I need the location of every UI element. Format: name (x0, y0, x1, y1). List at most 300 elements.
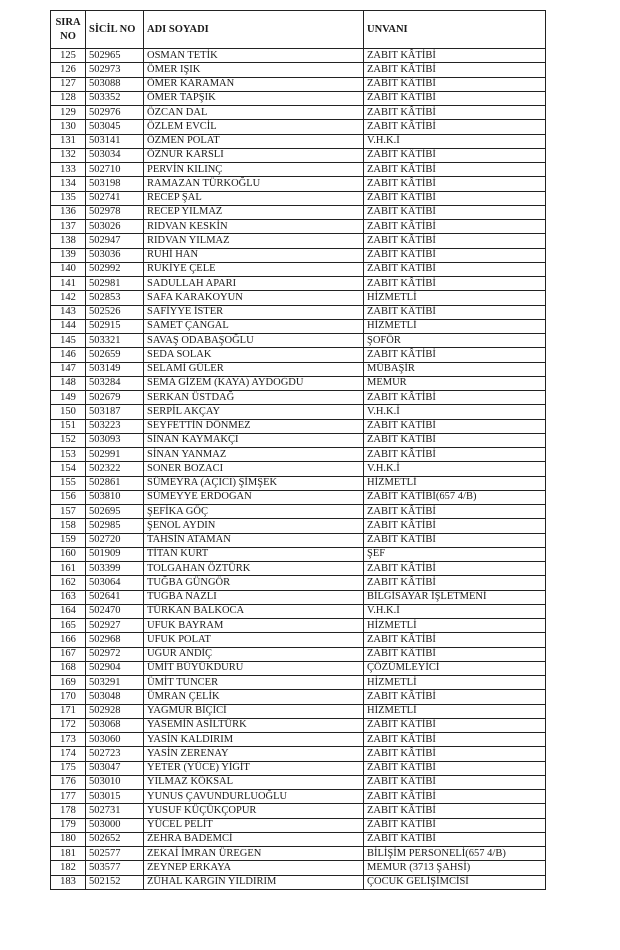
cell-name: SÜMEYYE ERDOĞAN (144, 490, 364, 504)
cell-title: ZABIT KÂTİBİ (364, 106, 546, 120)
table-row (51, 604, 546, 618)
cell-sira-no: 161 (51, 562, 86, 576)
cell-sira-no: 175 (51, 761, 86, 775)
cell-title: ZABIT KÂTİBİ (364, 348, 546, 362)
header-name: ADI SOYADI (144, 11, 364, 49)
cell-title: V.H.K.İ (364, 604, 546, 618)
table-row (51, 633, 546, 647)
table-row (51, 234, 546, 248)
cell-title: ZABIT KÂTİBİ (364, 818, 546, 832)
cell-sira-no: 142 (51, 291, 86, 305)
cell-title: ZABIT KÂTİBİ (364, 804, 546, 818)
cell-title: ZABIT KÂTİBİ(657 4/B) (364, 490, 546, 504)
cell-title: BİLGİSAYAR İŞLETMENİ (364, 590, 546, 604)
cell-sicil-no: 502720 (86, 533, 144, 547)
table-row (51, 191, 546, 205)
cell-name: SADULLAH APARI (144, 277, 364, 291)
cell-sicil-no: 503045 (86, 120, 144, 134)
table-row (51, 148, 546, 162)
table-row (51, 704, 546, 718)
cell-sicil-no: 502695 (86, 505, 144, 519)
cell-title: ZABIT KÂTİBİ (364, 277, 546, 291)
cell-sicil-no: 503034 (86, 148, 144, 162)
table-row (51, 690, 546, 704)
cell-sicil-no: 502992 (86, 262, 144, 276)
cell-name: SERKAN ÜSTDAĞ (144, 391, 364, 405)
cell-sira-no: 170 (51, 690, 86, 704)
cell-sira-no: 178 (51, 804, 86, 818)
cell-title: ŞEF (364, 547, 546, 561)
table-row (51, 248, 546, 262)
cell-sicil-no: 503047 (86, 761, 144, 775)
cell-title: MEMUR (364, 376, 546, 390)
cell-title: ÇOCUK GELİŞİMCİSİ (364, 875, 546, 889)
cell-sira-no: 127 (51, 77, 86, 91)
cell-sicil-no: 503048 (86, 690, 144, 704)
cell-name: YETER (YÜCE) YİĞİT (144, 761, 364, 775)
cell-name: TÜRKAN BALKOCA (144, 604, 364, 618)
table-row (51, 334, 546, 348)
cell-sira-no: 149 (51, 391, 86, 405)
cell-name: ZEHRA BADEMCİ (144, 832, 364, 846)
cell-sira-no: 165 (51, 619, 86, 633)
cell-sira-no: 125 (51, 49, 86, 63)
table-row (51, 747, 546, 761)
table-row (51, 63, 546, 77)
table-row (51, 433, 546, 447)
cell-sicil-no: 502470 (86, 604, 144, 618)
cell-sicil-no: 502973 (86, 63, 144, 77)
cell-sicil-no: 502679 (86, 391, 144, 405)
cell-sicil-no: 503000 (86, 818, 144, 832)
cell-sicil-no: 503064 (86, 576, 144, 590)
cell-sira-no: 132 (51, 148, 86, 162)
cell-name: RIDVAN KESKİN (144, 220, 364, 234)
cell-sicil-no: 502152 (86, 875, 144, 889)
cell-sira-no: 130 (51, 120, 86, 134)
table-row (51, 775, 546, 789)
cell-sira-no: 158 (51, 519, 86, 533)
cell-title: ZABIT KÂTİBİ (364, 775, 546, 789)
cell-sicil-no: 502710 (86, 163, 144, 177)
cell-sicil-no: 503810 (86, 490, 144, 504)
cell-sira-no: 171 (51, 704, 86, 718)
header-sira-line2: NO (60, 30, 76, 42)
cell-sicil-no: 503187 (86, 405, 144, 419)
table-row (51, 647, 546, 661)
cell-sira-no: 174 (51, 747, 86, 761)
cell-name: ÖMER IŞIK (144, 63, 364, 77)
cell-title: ZABIT KÂTİBİ (364, 505, 546, 519)
table-row (51, 106, 546, 120)
cell-title: ZABIT KÂTİBİ (364, 690, 546, 704)
cell-sicil-no: 503010 (86, 775, 144, 789)
cell-sicil-no: 502526 (86, 305, 144, 319)
cell-name: SÜMEYRA (AÇICI) ŞİMŞEK (144, 476, 364, 490)
table-row (51, 861, 546, 875)
cell-name: SELAMİ GÜLER (144, 362, 364, 376)
cell-sira-no: 162 (51, 576, 86, 590)
cell-sicil-no: 502861 (86, 476, 144, 490)
cell-name: SAFA KARAKOYUN (144, 291, 364, 305)
cell-sira-no: 179 (51, 818, 86, 832)
table-row (51, 832, 546, 846)
header-row (51, 11, 546, 49)
cell-title: HİZMETLİ (364, 704, 546, 718)
cell-title: ZABIT KÂTİBİ (364, 220, 546, 234)
cell-name: ŞEFİKA GÖÇ (144, 505, 364, 519)
table-row (51, 177, 546, 191)
cell-sira-no: 163 (51, 590, 86, 604)
cell-sicil-no: 502978 (86, 205, 144, 219)
cell-name: SİNAN KAYMAKÇI (144, 433, 364, 447)
table-row (51, 875, 546, 889)
cell-name: YAĞMUR BİÇİCİ (144, 704, 364, 718)
cell-sira-no: 133 (51, 163, 86, 177)
cell-sira-no: 137 (51, 220, 86, 234)
cell-sira-no: 164 (51, 604, 86, 618)
cell-title: HİZMETLİ (364, 291, 546, 305)
table-row (51, 419, 546, 433)
table-row (51, 818, 546, 832)
cell-name: TAHSİN ATAMAN (144, 533, 364, 547)
cell-name: UFUK BAYRAM (144, 619, 364, 633)
cell-name: ÜMRAN ÇELİK (144, 690, 364, 704)
table-row (51, 547, 546, 561)
cell-name: SEDA SOLAK (144, 348, 364, 362)
table-row (51, 576, 546, 590)
cell-title: HİZMETLİ (364, 476, 546, 490)
cell-sicil-no: 502915 (86, 319, 144, 333)
cell-name: UĞUR ANDİÇ (144, 647, 364, 661)
cell-sicil-no: 503088 (86, 77, 144, 91)
table-row (51, 448, 546, 462)
cell-name: YÜCEL PELİT (144, 818, 364, 832)
cell-sira-no: 134 (51, 177, 86, 191)
cell-name: YASİN ZERENAY (144, 747, 364, 761)
cell-sicil-no: 502965 (86, 49, 144, 63)
cell-name: ÖMER KARAMAN (144, 77, 364, 91)
cell-title: ZABIT KÂTİBİ (364, 248, 546, 262)
cell-sira-no: 151 (51, 419, 86, 433)
cell-title: ZABIT KÂTİBİ (364, 747, 546, 761)
cell-sira-no: 169 (51, 676, 86, 690)
cell-sira-no: 183 (51, 875, 86, 889)
table-row (51, 348, 546, 362)
cell-sicil-no: 503321 (86, 334, 144, 348)
cell-sicil-no: 502985 (86, 519, 144, 533)
cell-sira-no: 138 (51, 234, 86, 248)
cell-name: YILMAZ KÖKSAL (144, 775, 364, 789)
cell-sicil-no: 502731 (86, 804, 144, 818)
cell-name: ÜMİT BÜYÜKDURU (144, 661, 364, 675)
table-row (51, 676, 546, 690)
cell-sira-no: 141 (51, 277, 86, 291)
cell-sicil-no: 503223 (86, 419, 144, 433)
table-row (51, 49, 546, 63)
cell-sira-no: 173 (51, 733, 86, 747)
cell-title: ZABIT KÂTİBİ (364, 832, 546, 846)
cell-name: SONER BOZACI (144, 462, 364, 476)
cell-sicil-no: 502976 (86, 106, 144, 120)
cell-sira-no: 180 (51, 832, 86, 846)
table-row (51, 761, 546, 775)
cell-sicil-no: 503149 (86, 362, 144, 376)
cell-title: ZABIT KÂTİBİ (364, 262, 546, 276)
table-row (51, 262, 546, 276)
cell-sicil-no: 502641 (86, 590, 144, 604)
cell-name: ÖZMEN POLAT (144, 134, 364, 148)
cell-sicil-no: 502659 (86, 348, 144, 362)
cell-sicil-no: 502981 (86, 277, 144, 291)
table-row (51, 376, 546, 390)
table-row (51, 319, 546, 333)
cell-name: SEMA GİZEM (KAYA) AYDOĞDU (144, 376, 364, 390)
cell-sira-no: 159 (51, 533, 86, 547)
table-row (51, 519, 546, 533)
cell-sira-no: 140 (51, 262, 86, 276)
cell-title: ZABIT KÂTİBİ (364, 761, 546, 775)
cell-name: SERPİL AKÇAY (144, 405, 364, 419)
cell-sicil-no: 503060 (86, 733, 144, 747)
cell-name: YUNUS ÇAVUNDURLUOĞLU (144, 790, 364, 804)
cell-sira-no: 155 (51, 476, 86, 490)
cell-name: YASİN KALDIRIM (144, 733, 364, 747)
cell-name: ÜMİT TUNCER (144, 676, 364, 690)
cell-name: SAVAŞ ODABAŞOĞLU (144, 334, 364, 348)
table-row (51, 405, 546, 419)
table-row (51, 718, 546, 732)
cell-sicil-no: 503093 (86, 433, 144, 447)
cell-title: ZABIT KÂTİBİ (364, 419, 546, 433)
cell-title: ZABIT KÂTİBİ (364, 120, 546, 134)
cell-sicil-no: 502904 (86, 661, 144, 675)
cell-title: ZABIT KÂTİBİ (364, 391, 546, 405)
cell-sicil-no: 503284 (86, 376, 144, 390)
cell-sira-no: 153 (51, 448, 86, 462)
table-row (51, 205, 546, 219)
cell-name: YASEMİN ASİLTÜRK (144, 718, 364, 732)
cell-sicil-no: 502577 (86, 847, 144, 861)
cell-sira-no: 166 (51, 633, 86, 647)
cell-sira-no: 150 (51, 405, 86, 419)
header-sira-line1: SIRA (55, 16, 81, 28)
cell-sira-no: 135 (51, 191, 86, 205)
table-body (51, 49, 546, 890)
cell-sira-no: 129 (51, 106, 86, 120)
table-row (51, 804, 546, 818)
table-row (51, 733, 546, 747)
table-row (51, 476, 546, 490)
cell-name: SEYFETTİN DÖNMEZ (144, 419, 364, 433)
cell-sicil-no: 503291 (86, 676, 144, 690)
cell-name: ZEYNEP ERKAYA (144, 861, 364, 875)
cell-title: MEMUR (3713 ŞAHSİ) (364, 861, 546, 875)
table-row (51, 220, 546, 234)
table-row (51, 120, 546, 134)
cell-sira-no: 143 (51, 305, 86, 319)
cell-sicil-no: 502652 (86, 832, 144, 846)
cell-sira-no: 176 (51, 775, 86, 789)
cell-sira-no: 126 (51, 63, 86, 77)
table-row (51, 462, 546, 476)
cell-sicil-no: 503036 (86, 248, 144, 262)
cell-sicil-no: 502853 (86, 291, 144, 305)
cell-name: OSMAN TETİK (144, 49, 364, 63)
cell-sicil-no: 502947 (86, 234, 144, 248)
cell-title: ÇÖZÜMLEYİCİ (364, 661, 546, 675)
cell-name: TUĞBA GÜNGÖR (144, 576, 364, 590)
personnel-table (50, 10, 546, 890)
cell-title: ZABIT KÂTİBİ (364, 718, 546, 732)
cell-sicil-no: 503068 (86, 718, 144, 732)
cell-sicil-no: 502723 (86, 747, 144, 761)
cell-title: ZABIT KÂTİBİ (364, 163, 546, 177)
cell-title: ZABIT KÂTİBİ (364, 562, 546, 576)
cell-name: TİTAN KURT (144, 547, 364, 561)
table-row (51, 490, 546, 504)
cell-sira-no: 146 (51, 348, 86, 362)
cell-title: ZABIT KÂTİBİ (364, 205, 546, 219)
cell-name: UFUK POLAT (144, 633, 364, 647)
cell-sira-no: 160 (51, 547, 86, 561)
cell-sicil-no: 503577 (86, 861, 144, 875)
cell-sicil-no: 503352 (86, 91, 144, 105)
table-row (51, 505, 546, 519)
cell-name: RIDVAN YILMAZ (144, 234, 364, 248)
cell-name: SAFİYYE İSTER (144, 305, 364, 319)
cell-sicil-no: 502927 (86, 619, 144, 633)
cell-name: RUHİ HAN (144, 248, 364, 262)
cell-title: ŞOFÖR (364, 334, 546, 348)
cell-title: V.H.K.İ (364, 462, 546, 476)
cell-title: HİZMETLİ (364, 619, 546, 633)
table-row (51, 134, 546, 148)
cell-title: ZABIT KÂTİBİ (364, 733, 546, 747)
cell-title: V.H.K.İ (364, 134, 546, 148)
cell-sicil-no: 502991 (86, 448, 144, 462)
cell-sira-no: 182 (51, 861, 86, 875)
cell-name: ÖZLEM EVCİL (144, 120, 364, 134)
table-row (51, 590, 546, 604)
cell-title: ZABIT KÂTİBİ (364, 191, 546, 205)
cell-name: ZEKAİ İMRAN ÜREGEN (144, 847, 364, 861)
cell-sira-no: 144 (51, 319, 86, 333)
cell-title: ZABIT KÂTİBİ (364, 234, 546, 248)
table-row (51, 847, 546, 861)
cell-sicil-no: 503026 (86, 220, 144, 234)
cell-name: TUĞBA NAZLI (144, 590, 364, 604)
cell-title: BİLİŞİM PERSONELİ(657 4/B) (364, 847, 546, 861)
table-row (51, 305, 546, 319)
table-row (51, 277, 546, 291)
table-row (51, 790, 546, 804)
cell-sira-no: 145 (51, 334, 86, 348)
table-row (51, 362, 546, 376)
table-row (51, 661, 546, 675)
cell-title: ZABIT KÂTİBİ (364, 448, 546, 462)
header-sicil-no: SİCİL NO (86, 11, 144, 49)
cell-title: V.H.K.İ (364, 405, 546, 419)
cell-name: RECEP ŞAL (144, 191, 364, 205)
cell-name: RUKİYE ÇELE (144, 262, 364, 276)
cell-title: ZABIT KÂTİBİ (364, 305, 546, 319)
cell-title: ZABIT KÂTİBİ (364, 148, 546, 162)
cell-name: SAMET ÇANGAL (144, 319, 364, 333)
header-title: UNVANI (364, 11, 546, 49)
cell-name: PERVİN KILINÇ (144, 163, 364, 177)
cell-sira-no: 131 (51, 134, 86, 148)
cell-name: RAMAZAN TÜRKOĞLU (144, 177, 364, 191)
cell-name: YUSUF KÜÇÜKÇOPUR (144, 804, 364, 818)
header-sira-no (51, 11, 86, 49)
cell-title: ZABIT KÂTİBİ (364, 77, 546, 91)
cell-title: ZABIT KÂTİBİ (364, 533, 546, 547)
cell-sira-no: 157 (51, 505, 86, 519)
cell-sicil-no: 502968 (86, 633, 144, 647)
cell-title: ZABIT KÂTİBİ (364, 433, 546, 447)
table-header (51, 11, 546, 49)
cell-name: ÖZCAN DAL (144, 106, 364, 120)
cell-sira-no: 181 (51, 847, 86, 861)
cell-sira-no: 128 (51, 91, 86, 105)
cell-title: ZABIT KÂTİBİ (364, 647, 546, 661)
cell-sira-no: 167 (51, 647, 86, 661)
cell-sira-no: 147 (51, 362, 86, 376)
cell-name: SİNAN YANMAZ (144, 448, 364, 462)
cell-sira-no: 168 (51, 661, 86, 675)
table-row (51, 562, 546, 576)
cell-sicil-no: 503399 (86, 562, 144, 576)
cell-name: ZÜHAL KARGIN YILDIRIM (144, 875, 364, 889)
cell-sicil-no: 502322 (86, 462, 144, 476)
cell-sira-no: 172 (51, 718, 86, 732)
cell-title: HİZMETLİ (364, 319, 546, 333)
cell-title: ZABIT KÂTİBİ (364, 91, 546, 105)
cell-name: ÖZNUR KARSLI (144, 148, 364, 162)
cell-title: ZABIT KÂTİBİ (364, 790, 546, 804)
cell-title: ZABIT KÂTİBİ (364, 633, 546, 647)
cell-name: ÖMER TAPŞIK (144, 91, 364, 105)
cell-sicil-no: 502972 (86, 647, 144, 661)
cell-title: ZABIT KÂTİBİ (364, 519, 546, 533)
table-row (51, 391, 546, 405)
cell-sira-no: 139 (51, 248, 86, 262)
cell-sicil-no: 503198 (86, 177, 144, 191)
cell-title: ZABIT KÂTİBİ (364, 177, 546, 191)
cell-sira-no: 177 (51, 790, 86, 804)
cell-sira-no: 148 (51, 376, 86, 390)
cell-sira-no: 154 (51, 462, 86, 476)
table-row (51, 619, 546, 633)
cell-sicil-no: 501909 (86, 547, 144, 561)
table-row (51, 533, 546, 547)
cell-sicil-no: 503141 (86, 134, 144, 148)
cell-title: MÜBAŞİR (364, 362, 546, 376)
cell-title: ZABIT KÂTİBİ (364, 49, 546, 63)
cell-sira-no: 136 (51, 205, 86, 219)
table-row (51, 163, 546, 177)
cell-title: HİZMETLİ (364, 676, 546, 690)
cell-title: ZABIT KÂTİBİ (364, 576, 546, 590)
cell-sicil-no: 503015 (86, 790, 144, 804)
cell-sira-no: 156 (51, 490, 86, 504)
table-row (51, 77, 546, 91)
table-row (51, 291, 546, 305)
cell-sira-no: 152 (51, 433, 86, 447)
cell-sicil-no: 502741 (86, 191, 144, 205)
cell-name: TOLGAHAN ÖZTÜRK (144, 562, 364, 576)
